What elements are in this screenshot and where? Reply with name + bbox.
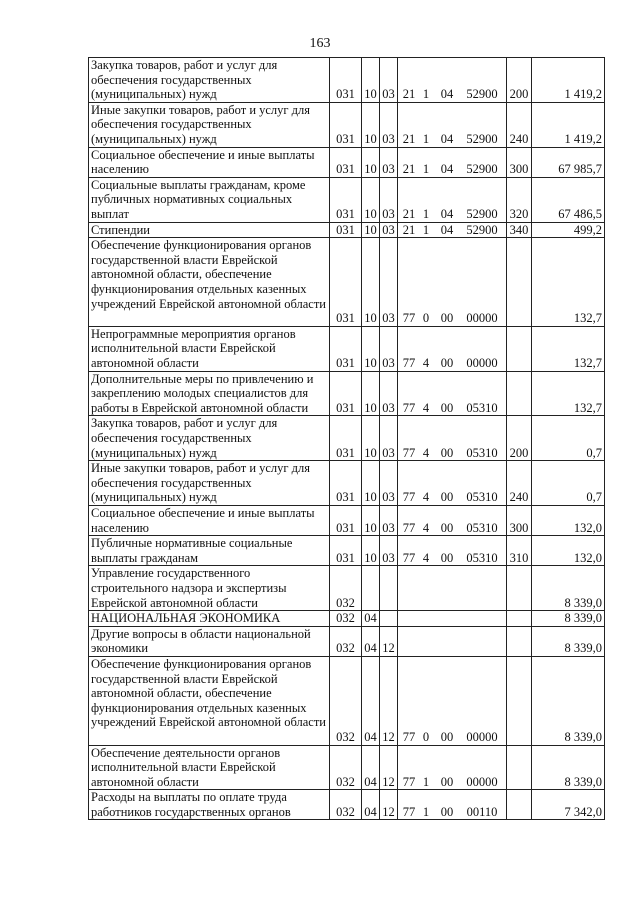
row-code: 031 (330, 536, 362, 566)
table-row (89, 461, 605, 506)
target-code-part: 00 (440, 311, 454, 326)
table-row (89, 177, 605, 222)
row-section: 10 (362, 505, 380, 535)
row-target-code (398, 626, 507, 656)
row-target-code (398, 416, 507, 461)
target-code-part: 00 (440, 400, 454, 415)
target-code-part: 05310 (466, 550, 498, 565)
target-code-part: 04 (440, 162, 454, 177)
row-target-code (398, 147, 507, 177)
row-amount: 8 339,0 (532, 626, 605, 656)
row-subsection (380, 611, 398, 627)
target-code-part: 52900 (466, 162, 498, 177)
table-row (89, 147, 605, 177)
row-target-code (398, 326, 507, 371)
target-code-part: 4 (422, 400, 430, 415)
target-code-part: 00000 (466, 311, 498, 326)
table-row (89, 238, 605, 327)
row-amount: 132,0 (532, 505, 605, 535)
table-row (89, 58, 605, 103)
row-name: Иные закупки товаров, работ и услуг для обеспечения государственных (муниципальных) нужд (89, 461, 330, 506)
table-row (89, 505, 605, 535)
table-row (89, 626, 605, 656)
row-name: Дополнительные меры по привлечению и закреплению молодых специалистов для работы в Еврейской автономной области (89, 371, 330, 416)
row-amount: 132,0 (532, 536, 605, 566)
target-code-part: 1 (422, 132, 430, 146)
row-target-code (398, 461, 507, 506)
table-row (89, 326, 605, 371)
target-code-part: 00 (440, 550, 454, 565)
row-name: Обеспечение деятельности органов исполнительной власти Еврейской автономной области (89, 745, 330, 790)
row-amount: 8 339,0 (532, 656, 605, 745)
target-code-part: 4 (422, 445, 430, 460)
target-code-part: 00 (440, 729, 454, 744)
target-code-part: 1 (422, 206, 430, 221)
table-row (89, 566, 605, 611)
row-name: Расходы на выплаты по оплате труда работников государственных органов (89, 790, 330, 820)
target-code-part: 05310 (466, 520, 498, 535)
row-subsection: 03 (380, 222, 398, 238)
row-amount: 499,2 (532, 222, 605, 238)
target-code-part: 05310 (466, 490, 498, 505)
target-code-part: 77 (402, 400, 416, 415)
row-amount: 1 419,2 (532, 58, 605, 103)
row-section (362, 566, 380, 611)
row-code: 031 (330, 58, 362, 103)
target-code-part: 77 (402, 550, 416, 565)
row-code: 031 (330, 177, 362, 222)
row-code: 032 (330, 745, 362, 790)
row-subsection (380, 566, 398, 611)
row-subsection: 03 (380, 461, 398, 506)
table-row (89, 222, 605, 238)
target-code-part: 1 (422, 222, 430, 237)
row-expense-type (507, 371, 532, 416)
row-subsection: 03 (380, 147, 398, 177)
row-section: 10 (362, 371, 380, 416)
row-name: Социальные выплаты гражданам, кроме публичных нормативных социальных выплат (89, 177, 330, 222)
target-code-part: 05310 (466, 445, 498, 460)
row-target-code (398, 58, 507, 103)
row-section: 10 (362, 326, 380, 371)
row-subsection: 12 (380, 656, 398, 745)
row-expense-type: 240 (507, 102, 532, 147)
row-name: Закупка товаров, работ и услуг для обеспечения государственных (муниципальных) нужд (89, 58, 330, 103)
row-name: Обеспечение функционирования органов государственной власти Еврейской автономной области, обеспечение функционирования отдельных казенных учреждений Еврейской автономной области (89, 656, 330, 745)
table-row (89, 102, 605, 147)
target-code-part: 00000 (466, 729, 498, 744)
row-expense-type: 200 (507, 416, 532, 461)
row-section: 04 (362, 790, 380, 820)
target-code-part: 21 (402, 222, 416, 237)
row-target-code (398, 745, 507, 790)
row-section: 10 (362, 58, 380, 103)
row-section: 10 (362, 416, 380, 461)
target-code-part: 04 (440, 132, 454, 146)
row-amount: 8 339,0 (532, 566, 605, 611)
row-expense-type (507, 790, 532, 820)
row-name: Стипендии (89, 222, 330, 238)
table-row (89, 416, 605, 461)
target-code-part: 4 (422, 520, 430, 535)
row-target-code (398, 371, 507, 416)
row-amount: 132,7 (532, 371, 605, 416)
target-code-part: 77 (402, 445, 416, 460)
row-amount: 67 985,7 (532, 147, 605, 177)
row-subsection: 03 (380, 326, 398, 371)
row-section: 10 (362, 238, 380, 327)
row-expense-type: 240 (507, 461, 532, 506)
row-name: Обеспечение функционирования органов государственной власти Еврейской автономной области, обеспечение функционирования отдельных казенных учреждений Еврейской автономной области (89, 238, 330, 327)
row-name: Другие вопросы в области национальной экономики (89, 626, 330, 656)
row-subsection: 03 (380, 238, 398, 327)
target-code-part: 00000 (466, 774, 498, 789)
row-target-code (398, 177, 507, 222)
target-code-part: 0 (422, 311, 430, 326)
target-code-part: 77 (402, 774, 416, 789)
row-subsection: 12 (380, 626, 398, 656)
row-section: 04 (362, 745, 380, 790)
row-subsection: 03 (380, 371, 398, 416)
target-code-part: 00 (440, 490, 454, 505)
budget-table-body (89, 58, 605, 820)
row-amount: 132,7 (532, 238, 605, 327)
table-row (89, 371, 605, 416)
row-expense-type (507, 238, 532, 327)
row-expense-type (507, 326, 532, 371)
row-expense-type: 340 (507, 222, 532, 238)
target-code-part: 04 (440, 222, 454, 237)
row-amount: 8 339,0 (532, 745, 605, 790)
row-amount: 67 486,5 (532, 177, 605, 222)
target-code-part: 1 (422, 774, 430, 789)
table-row (89, 536, 605, 566)
table-row (89, 790, 605, 820)
row-target-code (398, 566, 507, 611)
row-target-code (398, 611, 507, 627)
row-code: 031 (330, 416, 362, 461)
row-amount: 132,7 (532, 326, 605, 371)
target-code-part: 21 (402, 87, 416, 102)
target-code-part: 21 (402, 132, 416, 146)
row-code: 032 (330, 790, 362, 820)
row-code: 031 (330, 326, 362, 371)
target-code-part: 00 (440, 445, 454, 460)
row-subsection: 12 (380, 745, 398, 790)
target-code-part: 1 (422, 804, 430, 819)
row-amount: 8 339,0 (532, 611, 605, 627)
row-code: 031 (330, 505, 362, 535)
row-code: 031 (330, 371, 362, 416)
row-expense-type (507, 656, 532, 745)
row-subsection: 03 (380, 102, 398, 147)
target-code-part: 1 (422, 87, 430, 102)
target-code-part: 00 (440, 355, 454, 370)
target-code-part: 52900 (466, 222, 498, 237)
row-target-code (398, 238, 507, 327)
row-expense-type: 200 (507, 58, 532, 103)
target-code-part: 1 (422, 162, 430, 177)
row-expense-type: 320 (507, 177, 532, 222)
row-section: 10 (362, 461, 380, 506)
target-code-part: 77 (402, 355, 416, 370)
row-code: 031 (330, 102, 362, 147)
row-code: 032 (330, 611, 362, 627)
target-code-part: 77 (402, 311, 416, 326)
row-expense-type: 300 (507, 147, 532, 177)
row-name: НАЦИОНАЛЬНАЯ ЭКОНОМИКА (89, 611, 330, 627)
target-code-part: 05310 (466, 400, 498, 415)
row-subsection: 03 (380, 505, 398, 535)
target-code-part: 00110 (466, 804, 498, 819)
target-code-part: 77 (402, 490, 416, 505)
row-amount: 0,7 (532, 416, 605, 461)
row-target-code (398, 790, 507, 820)
target-code-part: 21 (402, 162, 416, 177)
row-section: 10 (362, 222, 380, 238)
row-amount: 1 419,2 (532, 102, 605, 147)
row-code: 032 (330, 626, 362, 656)
row-expense-type: 300 (507, 505, 532, 535)
row-section: 10 (362, 177, 380, 222)
target-code-part: 4 (422, 490, 430, 505)
row-expense-type (507, 611, 532, 627)
row-name: Управление государственного строительного надзора и экспертизы Еврейской автономной области (89, 566, 330, 611)
table-row (89, 656, 605, 745)
row-name: Закупка товаров, работ и услуг для обеспечения государственных (муниципальных) нужд (89, 416, 330, 461)
row-code: 031 (330, 222, 362, 238)
row-code: 032 (330, 656, 362, 745)
row-expense-type (507, 566, 532, 611)
target-code-part: 77 (402, 520, 416, 535)
budget-table (88, 57, 605, 820)
row-target-code (398, 536, 507, 566)
target-code-part: 00000 (466, 355, 498, 370)
row-target-code (398, 102, 507, 147)
row-subsection: 03 (380, 536, 398, 566)
table-row (89, 611, 605, 627)
row-subsection: 12 (380, 790, 398, 820)
row-expense-type (507, 745, 532, 790)
row-subsection: 03 (380, 416, 398, 461)
row-target-code (398, 505, 507, 535)
target-code-part: 04 (440, 87, 454, 102)
target-code-part: 00 (440, 520, 454, 535)
target-code-part: 00 (440, 774, 454, 789)
row-expense-type: 310 (507, 536, 532, 566)
target-code-part: 21 (402, 206, 416, 221)
row-section: 04 (362, 611, 380, 627)
row-code: 032 (330, 566, 362, 611)
row-code: 031 (330, 461, 362, 506)
row-name: Социальное обеспечение и иные выплаты населению (89, 147, 330, 177)
row-section: 04 (362, 626, 380, 656)
target-code-part: 0 (422, 729, 430, 744)
row-code: 031 (330, 238, 362, 327)
row-target-code (398, 656, 507, 745)
target-code-part: 00 (440, 804, 454, 819)
target-code-part: 77 (402, 804, 416, 819)
target-code-part: 04 (440, 206, 454, 221)
table-row (89, 745, 605, 790)
row-name: Социальное обеспечение и иные выплаты населению (89, 505, 330, 535)
row-section: 10 (362, 102, 380, 147)
row-section: 10 (362, 536, 380, 566)
row-name: Публичные нормативные социальные выплаты гражданам (89, 536, 330, 566)
target-code-part: 4 (422, 355, 430, 370)
target-code-part: 52900 (466, 132, 498, 146)
row-name: Иные закупки товаров, работ и услуг для обеспечения государственных (муниципальных) нужд (89, 102, 330, 147)
row-section: 10 (362, 147, 380, 177)
row-subsection: 03 (380, 58, 398, 103)
target-code-part: 77 (402, 729, 416, 744)
row-section: 04 (362, 656, 380, 745)
row-expense-type (507, 626, 532, 656)
row-code: 031 (330, 147, 362, 177)
target-code-part: 52900 (466, 87, 498, 102)
page-number: 163 (309, 36, 331, 51)
row-subsection: 03 (380, 177, 398, 222)
row-amount: 0,7 (532, 461, 605, 506)
row-target-code (398, 222, 507, 238)
row-name: Непрограммные мероприятия органов исполнительной власти Еврейской автономной области (89, 326, 330, 371)
target-code-part: 4 (422, 550, 430, 565)
row-amount: 7 342,0 (532, 790, 605, 820)
target-code-part: 52900 (466, 206, 498, 221)
